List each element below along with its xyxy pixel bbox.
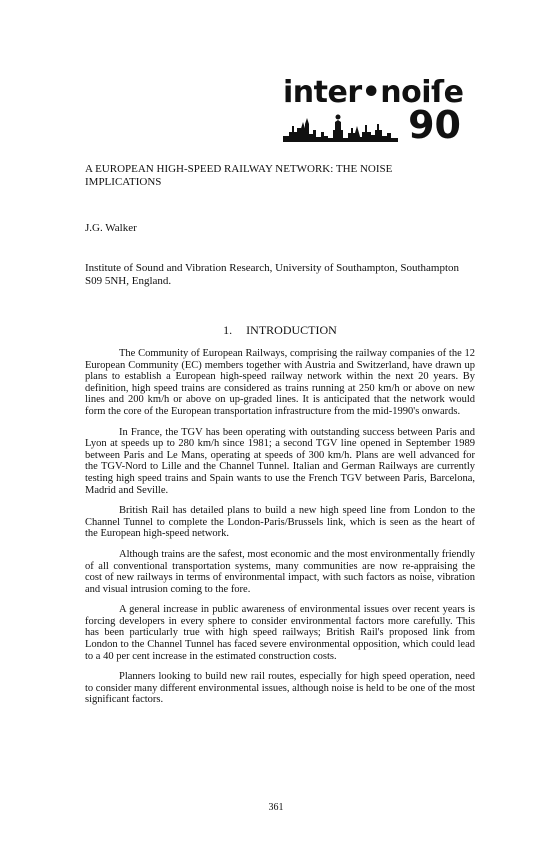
paragraph: British Rail has detailed plans to build a new high speed line from London to the Channel Tunnel to complete the London-Paris/Brussels link, which is seen as the heart of the European high-speed network. — [85, 505, 475, 540]
paragraph: Although trains are the safest, most economic and the most environmentally friendly of all conventional transportation systems, many communities are now re-appraising the cost of new railways in terms of environmental impact, with such factors as noise, vibration and visual intrusion coming to the fore. — [85, 548, 475, 595]
section-title: INTRODUCTION — [246, 323, 337, 337]
paragraph: The Community of European Railways, comprising the railway companies of the 12 European Community (EC) members together with Austria and Switzerland, have drawn up plans to establish a European high-speed railway network within the next 20 years. By definition, high speed trains are considered as trains running at 250 km/h or above on new lines and 200 km/h or above on up-graded lines. It is anticipated that the network would form the core of the European transportation infrastructure from the mid-1990's onwards. — [85, 348, 475, 417]
paper-title: A EUROPEAN HIGH-SPEED RAILWAY NETWORK: THE NOISE IMPLICATIONS — [85, 163, 393, 188]
author-affiliation: Institute of Sound and Vibration Research, University of Southampton, Southampton S09 5NH, England. — [85, 262, 460, 287]
skyline-silhouette-icon — [283, 112, 398, 142]
logo-wordmark: inter•noiſe — [283, 75, 464, 110]
paragraph: Planners looking to build new rail routes, especially for high speed operation, need to consider many different environmental issues, although noise is held to be one of the most significant factors. — [85, 671, 475, 706]
conference-logo — [283, 75, 464, 148]
body-text — [85, 348, 475, 715]
section-heading — [85, 323, 475, 338]
author-name: J.G. Walker — [85, 222, 137, 234]
logo-year: 90 — [408, 103, 461, 147]
section-number: 1. — [223, 323, 233, 337]
page-number: 361 — [268, 802, 284, 813]
paragraph: A general increase in public awareness of environmental issues over recent years is forcing developers in every sphere to consider environmental factors more carefully. This has been particularly true with high speed railways; British Rail's proposed link from London to the Channel Tunnel has faced severe environmental opposition, which could lead to a 40 per cent increase in the estimated construction costs. — [85, 604, 475, 662]
paragraph: In France, the TGV has been operating with outstanding success between Paris and Lyon at speeds up to 280 km/h since 1981; a second TGV line opened in September 1989 between Paris and Le Mans, operating at speeds of 300 km/h. Plans are well advanced for the TGV-Nord to Lille and the Channel Tunnel. Italian and German Railways are currently testing high speed trains and Spain wants to use the French TGV between Paris, Barcelona, Madrid and Seville. — [85, 426, 475, 496]
